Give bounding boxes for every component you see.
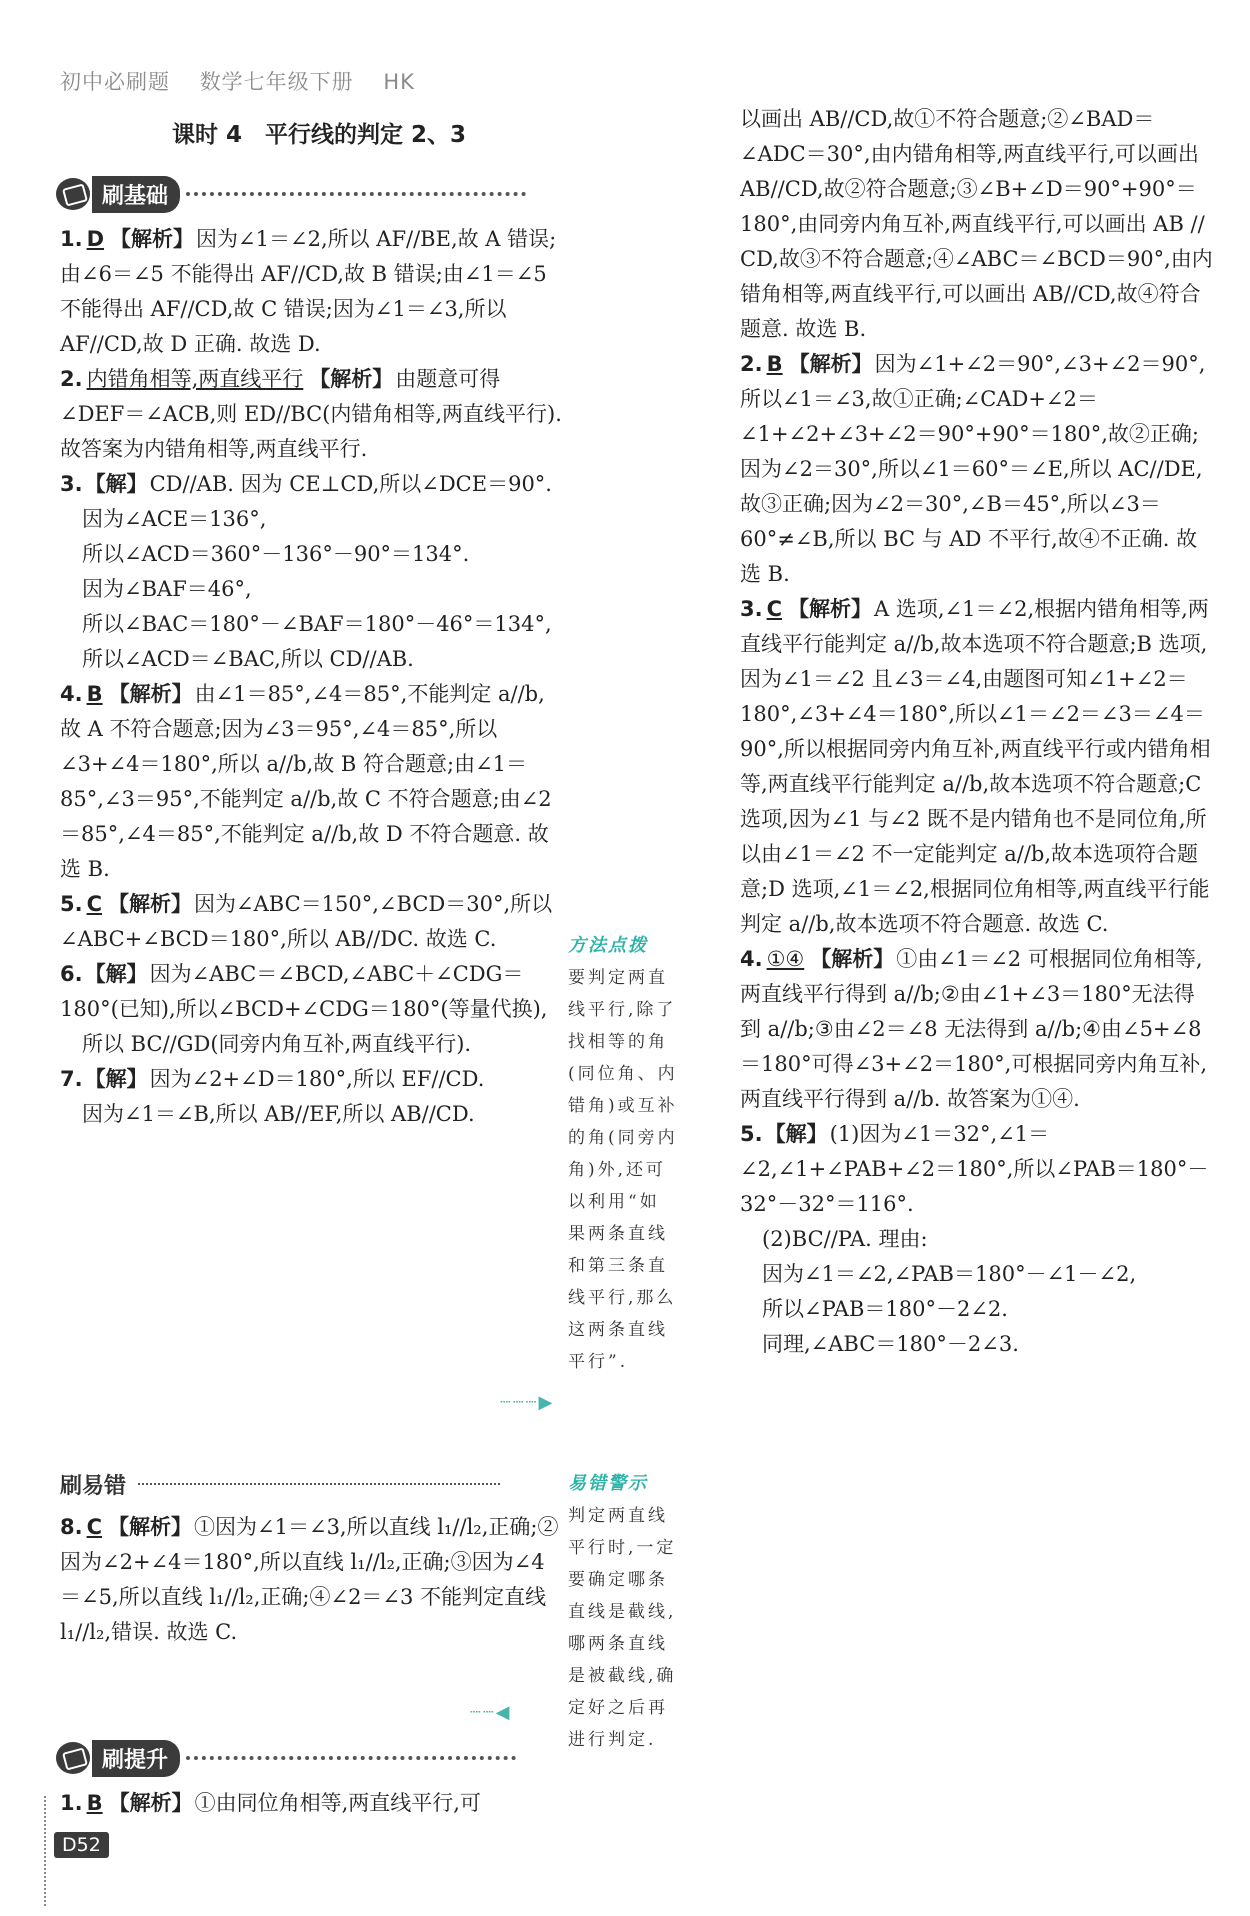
item-5: 5. C 【解析】因为∠ABC＝150°,∠BCD＝30°,所以∠ABC+∠BCD＝180°,所以 AB//DC. 故选 C.: [60, 892, 553, 951]
lesson-title: 课时 4 平行线的判定 2、3: [172, 122, 467, 148]
dotted-rule: [138, 1483, 500, 1485]
warning-note: [568, 1468, 678, 1756]
tip-title: 方法点拨: [568, 935, 648, 956]
item-3: 3.【解】CD//AB. 因为 CE⊥CD,所以∠DCE＝90°. 因为∠ACE＝136°, 所以∠ACD＝360°－136°－90°＝134°. 因为∠BAF＝46°, 所以∠BAC＝180°－∠BAF＝180°－46°＝134°, 所以∠ACD＝∠BAC,所以 CD//AB.: [60, 472, 552, 671]
item-8: 8. C 【解析】①因为∠1＝∠3,所以直线 l₁//l₂,正确;②因为∠2+∠4＝180°,所以直线 l₁//l₂,正确;③因为∠4＝∠5,所以直线 l₁//l₂,正确;④∠2＝∠3 不能判定直线 l₁//l₂,错误. 故选 C.: [60, 1515, 559, 1644]
header-subject: 数学七年级下册: [199, 70, 354, 94]
arrow-icon: ┈┈◀: [470, 1702, 512, 1723]
warning-text: 判定两直线平行时,一定要确定哪条直线是截线,哪两条直线是被截线,确定好之后再进行判定.: [568, 1506, 677, 1750]
tip-note: [568, 930, 678, 1378]
header-edition: HK: [383, 70, 415, 94]
arrow-icon: ┈┈┈▶: [500, 1392, 555, 1413]
item-improve-4: 4. ①④ 【解析】①由∠1＝∠2 可根据同位角相等,两直线平行得到 a//b;②由∠1+∠3＝180°无法得到 a//b;③由∠2＝∠8 无法得到 a//b;④由∠5+∠8＝180°可得∠3+∠2＝180°,可根据同旁内角互补,两直线平行得到 a//b. 故答案为①④.: [740, 947, 1208, 1111]
item-7: 7.【解】因为∠2+∠D＝180°,所以 EF//CD. 因为∠1＝∠B,所以 AB//EF,所以 AB//CD.: [60, 1067, 485, 1126]
right-column: [740, 102, 1214, 1362]
header-book: 初中必刷题: [60, 70, 170, 94]
item-improve-1: 1. B 【解析】①由同位角相等,两直线平行,可: [60, 1791, 481, 1815]
section-improve: [56, 1740, 516, 1776]
section-basic: [56, 176, 526, 212]
left-column-improve: [60, 1786, 562, 1821]
section-error-label: 刷易错: [60, 1473, 127, 1499]
dotted-rule: [186, 1756, 516, 1760]
section-improve-label: 刷提升: [92, 1740, 180, 1777]
tip-text: 要判定两直线平行,除了找相等的角(同位角、内错角)或互补的角(同旁内角)外,还可以利用“如果两条直线和第三条直线平行,那么这两条直线平行”.: [568, 968, 678, 1372]
item-improve-2: 2. B 【解析】因为∠1+∠2＝90°,∠3+∠2＝90°,所以∠1＝∠3,故①正确;∠CAD+∠2＝∠1+∠2+∠3+∠2＝90°+90°＝180°,故②正确;因为∠2＝30°,所以∠1＝60°＝∠E,所以 AC//DE,故③正确;因为∠2＝30°,∠B＝45°,所以∠3＝60°≠∠B,所以 BC 与 AD 不平行,故④不正确. 故选 B.: [740, 352, 1206, 586]
item-6: 6.【解】因为∠ABC＝∠BCD,∠ABC＋∠CDG＝180°(已知),所以∠BCD+∠CDG＝180°(等量代换), 所以 BC//GD(同旁内角互补,两直线平行).: [60, 962, 548, 1056]
pen-badge-icon: [56, 178, 90, 210]
dotted-rule: [186, 192, 526, 196]
left-column-error: [60, 1510, 562, 1650]
item-improve-5: 5.【解】(1)因为∠1＝32°,∠1＝∠2,∠1+∠PAB+∠2＝180°,所以∠PAB＝180°－32°－32°＝116°. (2)BC//PA. 理由: 因为∠1＝∠2,∠PAB＝180°－∠1－∠2, 所以∠PAB＝180°－2∠2. 同理,∠ABC＝180°－2∠3.: [740, 1122, 1209, 1356]
item-improve-1-cont: 以画出 AB//CD,故①不符合题意;②∠BAD＝∠ADC＝30°,由内错角相等,两直线平行,可以画出 AB//CD,故②符合题意;③∠B+∠D＝90°+90°＝180°,由同旁内角互补,两直线平行,可以画出 AB // CD,故③不符合题意;④∠ABC＝∠BCD＝90°,由内错角相等,两直线平行,可以画出 AB//CD,故④符合题意. 故选 B.: [740, 107, 1213, 341]
pen-badge-icon: [56, 1742, 90, 1774]
section-error: [56, 1466, 500, 1502]
left-column: [60, 222, 562, 1132]
item-2: 2. 内错角相等,两直线平行 【解析】由题意可得∠DEF＝∠ACB,则 ED//BC(内错角相等,两直线平行). 故答案为内错角相等,两直线平行.: [60, 367, 562, 461]
running-header: [60, 66, 437, 96]
item-improve-3: 3. C 【解析】A 选项,∠1＝∠2,根据内错角相等,两直线平行能判定 a//b,故本选项不符合题意;B 选项,因为∠1＝∠2 且∠3＝∠4,由题图可知∠1+∠2＝180°,∠3+∠4＝180°,所以∠1＝∠2＝∠3＝∠4＝90°,所以根据同旁内角互补,两直线平行或内错角相等,两直线平行能判定 a//b,故本选项不符合题意;C 选项,因为∠1 与∠2 既不是内错角也不是同位角,所以由∠1＝∠2 不一定能判定 a//b,故本选项符合题意;D 选项,∠1＝∠2,根据同位角相等,两直线平行能判定 a//b,故本选项不符合题意. 故选 C.: [740, 597, 1211, 936]
section-basic-label: 刷基础: [92, 176, 180, 213]
item-1: 1. D 【解析】因为∠1＝∠2,所以 AF//BE,故 A 错误;由∠6＝∠5 不能得出 AF//CD,故 B 错误;由∠1＝∠5 不能得出 AF//CD,故 C 错误;因为∠1＝∠3,所以 AF//CD,故 D 正确. 故选 D.: [60, 227, 557, 356]
warning-title: 易错警示: [568, 1473, 648, 1494]
item-4: 4. B 【解析】由∠1＝85°,∠4＝85°,不能判定 a//b,故 A 不符合题意;因为∠3＝95°,∠4＝85°,所以∠3+∠4＝180°,所以 a//b,故 B 符合题意;由∠1＝85°,∠3＝95°,不能判定 a//b,故 C 不符合题意;由∠2＝85°,∠4＝85°,不能判定 a//b,故 D 不符合题意. 故选 B.: [60, 682, 552, 881]
page-number: D52: [54, 1832, 109, 1858]
